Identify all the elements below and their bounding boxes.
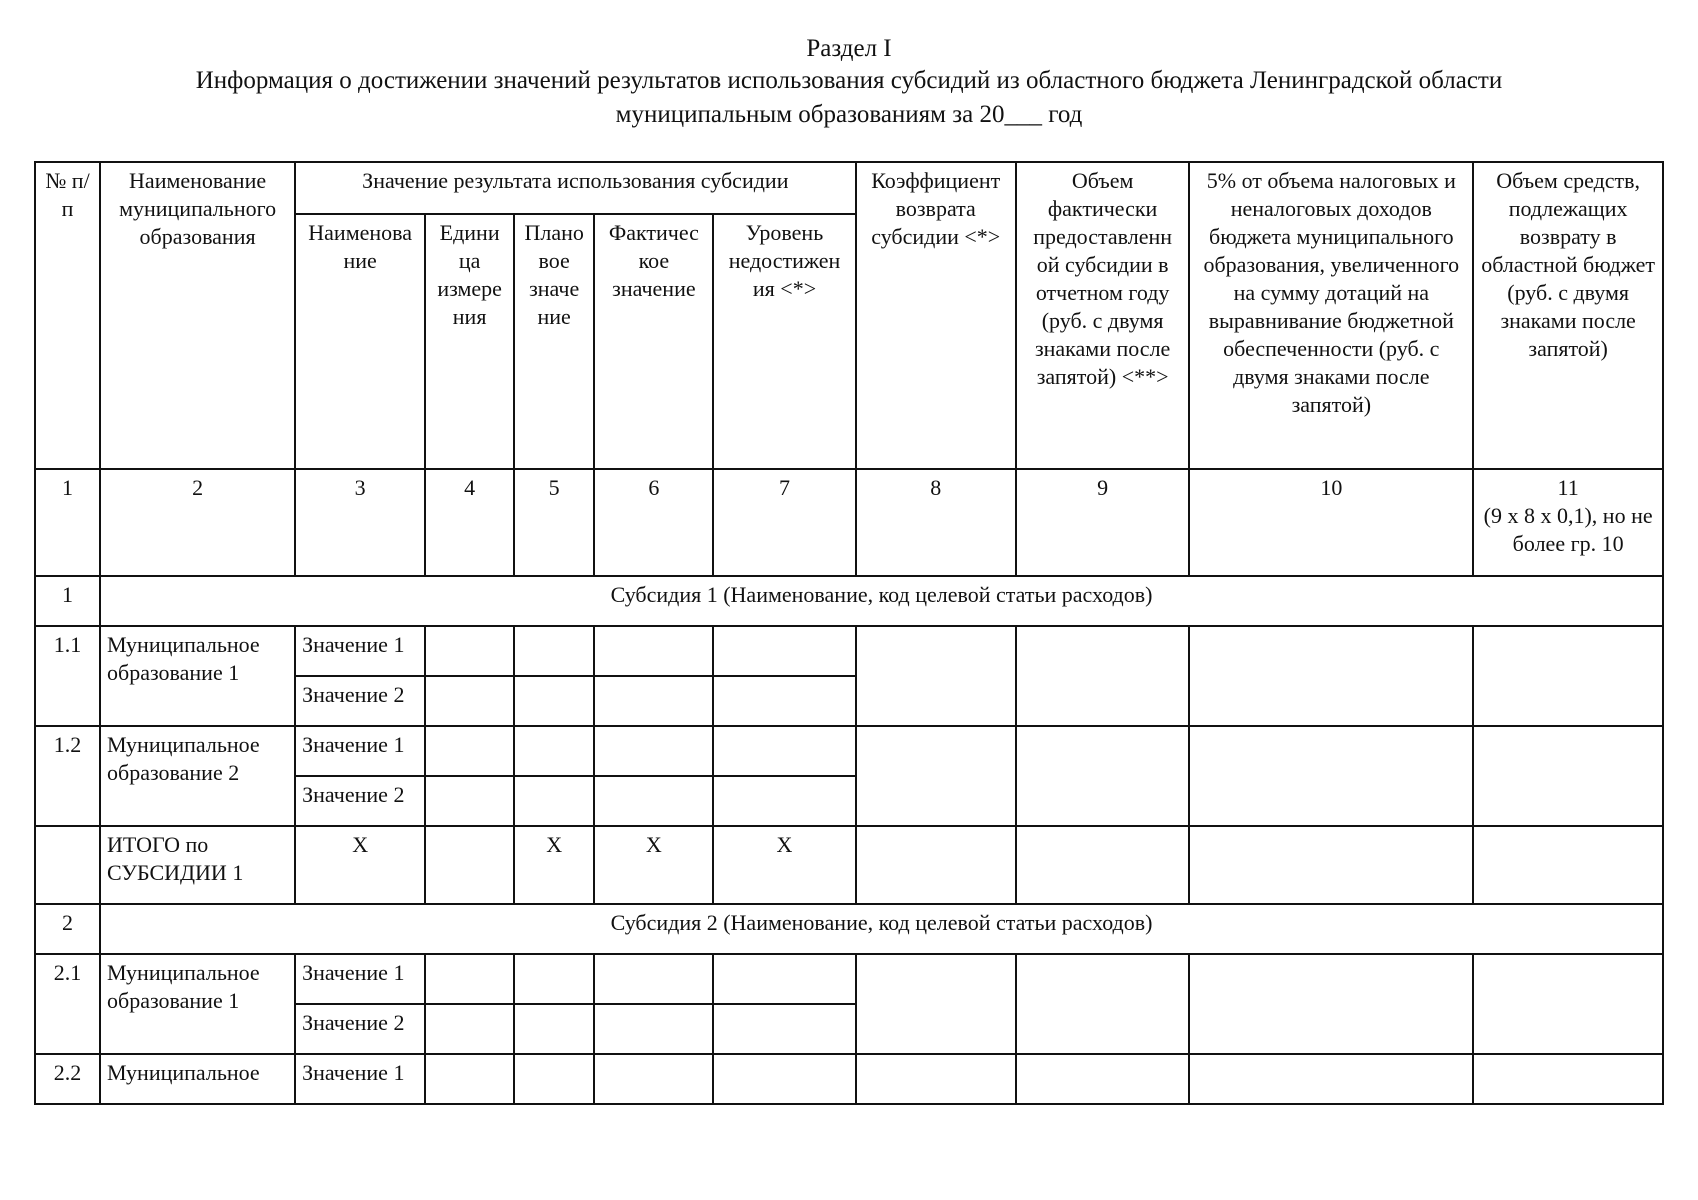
unit-cell[interactable] bbox=[425, 954, 514, 1004]
provided-cell[interactable] bbox=[1016, 1054, 1189, 1104]
column-number: 4 bbox=[425, 469, 514, 576]
shortfall-cell[interactable] bbox=[713, 626, 855, 676]
actual-cell[interactable] bbox=[594, 776, 713, 826]
refund-cell[interactable] bbox=[1473, 826, 1663, 904]
row-num: 1.2 bbox=[35, 726, 100, 826]
coef-cell[interactable] bbox=[856, 826, 1016, 904]
provided-cell[interactable] bbox=[1016, 954, 1189, 1054]
result-value-label: Значение 1 bbox=[295, 626, 425, 676]
actual-cell[interactable] bbox=[594, 954, 713, 1004]
planned-cell[interactable] bbox=[514, 776, 594, 826]
planned-cell[interactable] bbox=[514, 954, 594, 1004]
unit-cell[interactable] bbox=[425, 726, 514, 776]
five-percent-cell[interactable] bbox=[1189, 826, 1473, 904]
section-num: 2 bbox=[35, 904, 100, 954]
document-title-line1: Информация о достижении значений результатов использования субсидий из областного бюджета Ленинградской области bbox=[195, 67, 1503, 94]
shortfall-cell[interactable] bbox=[713, 1054, 855, 1104]
provided-cell[interactable] bbox=[1016, 826, 1189, 904]
column-number: 10 bbox=[1189, 469, 1473, 576]
refund-cell[interactable] bbox=[1473, 626, 1663, 726]
unit-cell[interactable] bbox=[425, 626, 514, 676]
section-row bbox=[35, 576, 1663, 626]
section-title-cell: Субсидия 2 (Наименование, код целевой статьи расходов) bbox=[100, 904, 1663, 954]
provided-cell[interactable] bbox=[1016, 726, 1189, 826]
row-num: 2.2 bbox=[35, 1054, 100, 1104]
section-title-cell: Субсидия 1 (Наименование, код целевой статьи расходов) bbox=[100, 576, 1663, 626]
section-row bbox=[35, 904, 1663, 954]
header-num: № п/п bbox=[35, 162, 100, 469]
total-mark: X bbox=[295, 826, 425, 904]
total-row bbox=[35, 826, 1663, 904]
table-row bbox=[35, 626, 1663, 676]
shortfall-cell[interactable] bbox=[713, 954, 855, 1004]
coef-cell[interactable] bbox=[856, 626, 1016, 726]
column-number: 5 bbox=[514, 469, 594, 576]
municipality-name: Муниципальное образование 1 bbox=[100, 954, 295, 1054]
header-five-percent: 5% от объема налоговых и неналоговых доходов бюджета муниципального образования, увеличенного на сумму дотаций на выравнивание бюджетной обеспеченности (руб. с двумя знаками после запятой) bbox=[1189, 162, 1473, 469]
header-shortfall: Уровень недостижен ия <*> bbox=[713, 214, 855, 469]
total-mark: X bbox=[594, 826, 713, 904]
column-11-formula: (9 x 8 x 0,1), но не более гр. 10 bbox=[1483, 503, 1653, 556]
refund-cell[interactable] bbox=[1473, 1054, 1663, 1104]
provided-cell[interactable] bbox=[1016, 626, 1189, 726]
column-number: 1 bbox=[35, 469, 100, 576]
result-value-label: Значение 2 bbox=[295, 676, 425, 726]
header-result-name: Наименова ние bbox=[295, 214, 425, 469]
header-result-group: Значение результата использования субсидии bbox=[295, 162, 855, 214]
document-title-line2: муниципальным образованиям за 20___ год bbox=[615, 101, 1083, 128]
result-value-label: Значение 2 bbox=[295, 776, 425, 826]
total-mark: X bbox=[713, 826, 855, 904]
five-percent-cell[interactable] bbox=[1189, 626, 1473, 726]
section-num: 1 bbox=[35, 576, 100, 626]
refund-cell[interactable] bbox=[1473, 954, 1663, 1054]
actual-cell[interactable] bbox=[594, 726, 713, 776]
unit-cell[interactable] bbox=[425, 776, 514, 826]
column-number: 7 bbox=[713, 469, 855, 576]
header-municipality: Наименование муниципального образования bbox=[100, 162, 295, 469]
planned-cell[interactable] bbox=[514, 676, 594, 726]
column-number: 9 bbox=[1016, 469, 1189, 576]
shortfall-cell[interactable] bbox=[713, 776, 855, 826]
header-refund: Объем средств, подлежащих возврату в областной бюджет (руб. с двумя знаками после запятой) bbox=[1473, 162, 1663, 469]
unit-cell[interactable] bbox=[425, 826, 514, 904]
table-row bbox=[35, 954, 1663, 1004]
column-number-label: 11 bbox=[1557, 475, 1579, 500]
row-num: 1.1 bbox=[35, 626, 100, 726]
header-actual: Фактичес кое значение bbox=[594, 214, 713, 469]
column-number: 3 bbox=[295, 469, 425, 576]
column-number-11 bbox=[1473, 469, 1663, 576]
total-num-cell bbox=[35, 826, 100, 904]
planned-cell[interactable] bbox=[514, 626, 594, 676]
column-number: 2 bbox=[100, 469, 295, 576]
planned-cell[interactable] bbox=[514, 1004, 594, 1054]
actual-cell[interactable] bbox=[594, 626, 713, 676]
coef-cell[interactable] bbox=[856, 726, 1016, 826]
five-percent-cell[interactable] bbox=[1189, 726, 1473, 826]
total-label: ИТОГО по СУБСИДИИ 1 bbox=[100, 826, 295, 904]
planned-cell[interactable] bbox=[514, 726, 594, 776]
column-number: 6 bbox=[594, 469, 713, 576]
actual-cell[interactable] bbox=[594, 1054, 713, 1104]
municipality-name: Муниципальное bbox=[100, 1054, 295, 1104]
unit-cell[interactable] bbox=[425, 676, 514, 726]
result-value-label: Значение 1 bbox=[295, 954, 425, 1004]
shortfall-cell[interactable] bbox=[713, 1004, 855, 1054]
subsidy-results-table bbox=[34, 161, 1664, 1105]
row-num: 2.1 bbox=[35, 954, 100, 1054]
header-unit: Едини ца измере ния bbox=[425, 214, 514, 469]
unit-cell[interactable] bbox=[425, 1004, 514, 1054]
municipality-name: Муниципальное образование 1 bbox=[100, 626, 295, 726]
actual-cell[interactable] bbox=[594, 1004, 713, 1054]
municipality-name: Муниципальное образование 2 bbox=[100, 726, 295, 826]
planned-cell[interactable] bbox=[514, 1054, 594, 1104]
five-percent-cell[interactable] bbox=[1189, 1054, 1473, 1104]
section-title: Раздел I bbox=[806, 35, 892, 62]
coef-cell[interactable] bbox=[856, 1054, 1016, 1104]
five-percent-cell[interactable] bbox=[1189, 954, 1473, 1054]
actual-cell[interactable] bbox=[594, 676, 713, 726]
header-planned: Плано вое значе ние bbox=[514, 214, 594, 469]
result-value-label: Значение 2 bbox=[295, 1004, 425, 1054]
shortfall-cell[interactable] bbox=[713, 726, 855, 776]
table-row bbox=[35, 1054, 1663, 1104]
header-coef: Коэффициент возврата субсидии <*> bbox=[856, 162, 1016, 469]
coef-cell[interactable] bbox=[856, 954, 1016, 1054]
table-row bbox=[35, 726, 1663, 776]
unit-cell[interactable] bbox=[425, 1054, 514, 1104]
header-provided: Объем фактически предоставленн ой субсидии в отчетном году (руб. с двумя знаками после запятой) <**> bbox=[1016, 162, 1189, 469]
result-value-label: Значение 1 bbox=[295, 1054, 425, 1104]
header-row bbox=[35, 162, 1663, 214]
total-mark: X bbox=[514, 826, 594, 904]
refund-cell[interactable] bbox=[1473, 726, 1663, 826]
result-value-label: Значение 1 bbox=[295, 726, 425, 776]
shortfall-cell[interactable] bbox=[713, 676, 855, 726]
column-number-row bbox=[35, 469, 1663, 576]
column-number: 8 bbox=[856, 469, 1016, 576]
